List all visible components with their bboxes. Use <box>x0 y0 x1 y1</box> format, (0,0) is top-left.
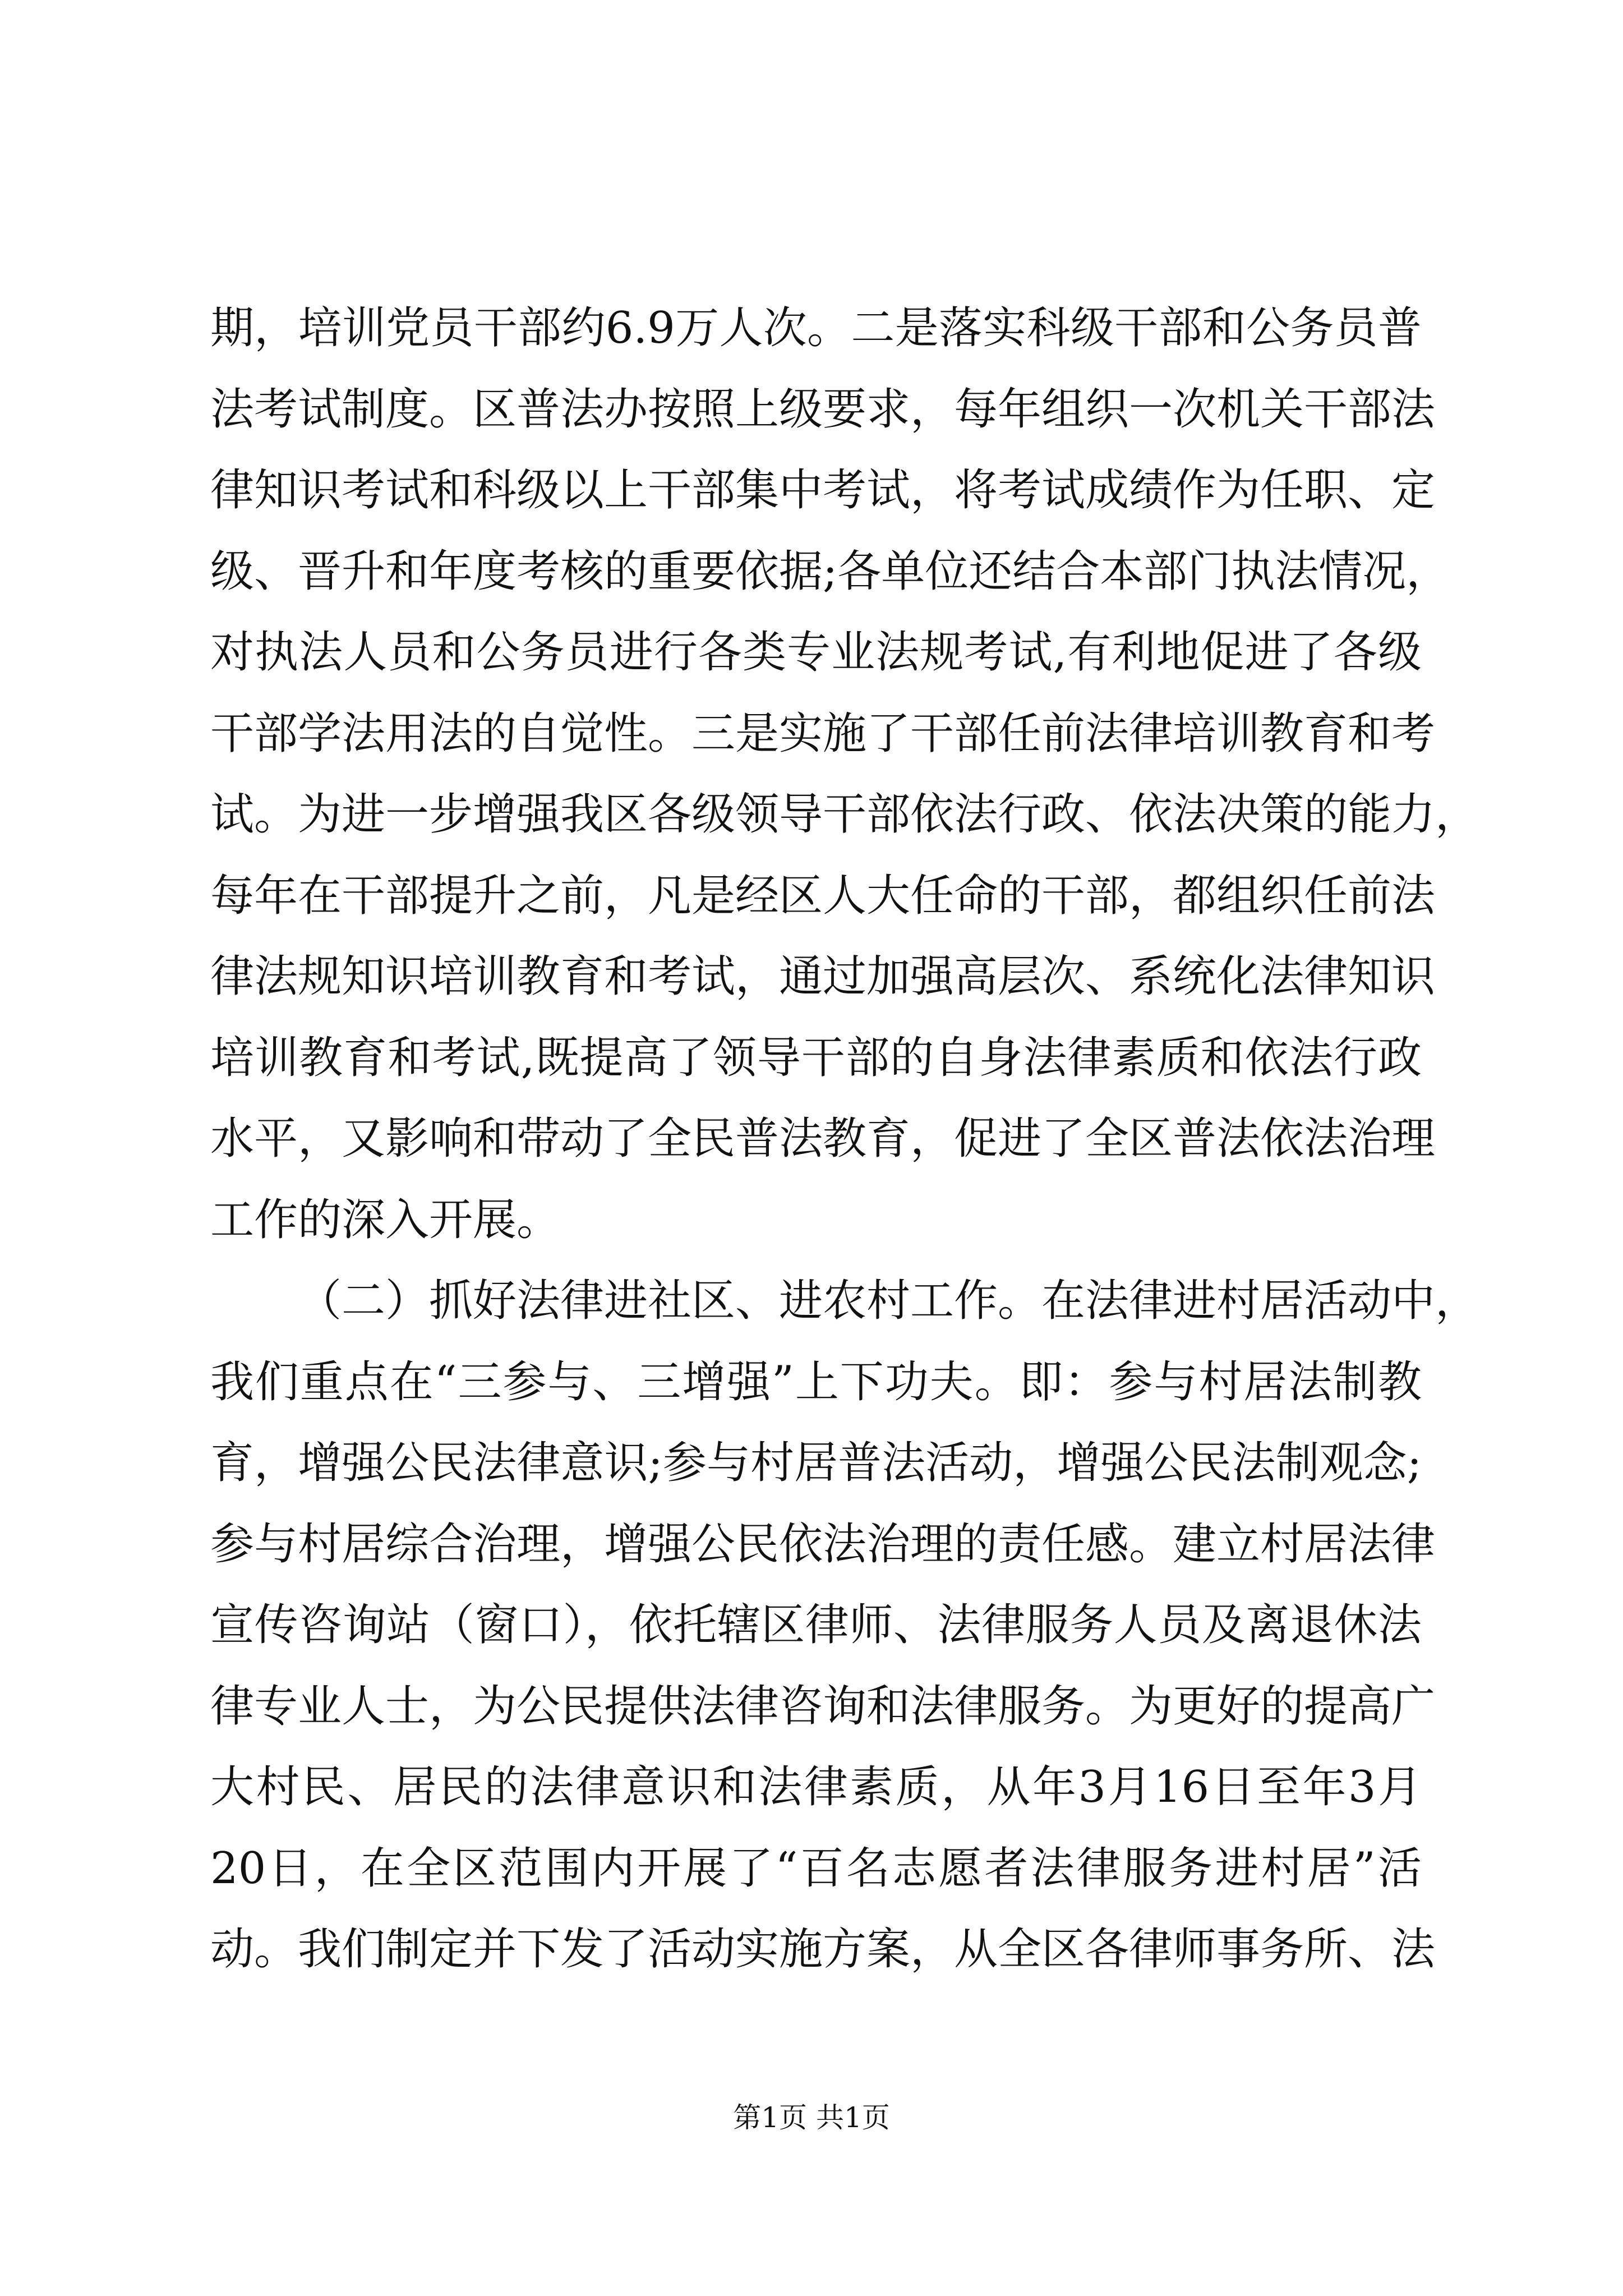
text-line: 20日，在全区范围内开展了“百名志愿者法律服务进村居”活 <box>210 1843 1422 1894</box>
text-line: 期，培训党员干部约6.9万人次。二是落实科级干部和公务员普 <box>210 303 1422 353</box>
text-line: 培训教育和考试,既提高了领导干部的自身法律素质和依法行政 <box>210 1032 1422 1083</box>
text-line: 法考试制度。区普法办按照上级要求，每年组织一次机关干部法 <box>210 384 1436 435</box>
text-line: 律专业人士，为公民提供法律咨询和法律服务。为更好的提高广 <box>210 1681 1436 1732</box>
text-line: 干部学法用法的自觉性。三是实施了干部任前法律培训教育和考 <box>210 708 1436 759</box>
text-line: 宣传咨询站（窗口），依托辖区律师、法律服务人员及离退休法 <box>210 1600 1422 1650</box>
text-line: 级、晋升和年度考核的重要依据;各单位还结合本部门执法情况， <box>210 546 1450 597</box>
text-line: 对执法人员和公务员进行各类专业法规考试,有利地促进了各级 <box>210 627 1422 678</box>
text-line: 试。为进一步增强我区各级领导干部依法行政、依法决策的能力， <box>210 789 1479 840</box>
document-body <box>210 288 1479 1990</box>
page-footer: 第1页 共1页 <box>733 2101 890 2134</box>
text-line: 动。我们制定并下发了活动实施方案，从全区各律师事务所、法 <box>210 1924 1436 1975</box>
text-line: 水平，又影响和带动了全民普法教育，促进了全区普法依法治理 <box>210 1114 1436 1164</box>
text-line: 大村民、居民的法律意识和法律素质，从年3月16日至年3月 <box>210 1762 1422 1812</box>
text-line: 育，增强公民法律意识;参与村居普法活动，增强公民法制观念; <box>210 1438 1422 1488</box>
text-line: 我们重点在“三参与、三增强”上下功夫。即：参与村居法制教 <box>210 1356 1422 1407</box>
text-line: 参与村居综合治理，增强公民依法治理的责任感。建立村居法律 <box>210 1519 1436 1570</box>
text-line: （二）抓好法律进社区、进农村工作。在法律进村居活动中， <box>298 1276 1479 1326</box>
text-line: 律法规知识培训教育和考试，通过加强高层次、系统化法律知识 <box>210 951 1436 1002</box>
text-line: 律知识考试和科级以上干部集中考试，将考试成绩作为任职、定 <box>210 465 1436 516</box>
text-line: 工作的深入开展。 <box>210 1194 561 1245</box>
text-line: 每年在干部提升之前，凡是经区人大任命的干部，都组织任前法 <box>210 870 1436 921</box>
